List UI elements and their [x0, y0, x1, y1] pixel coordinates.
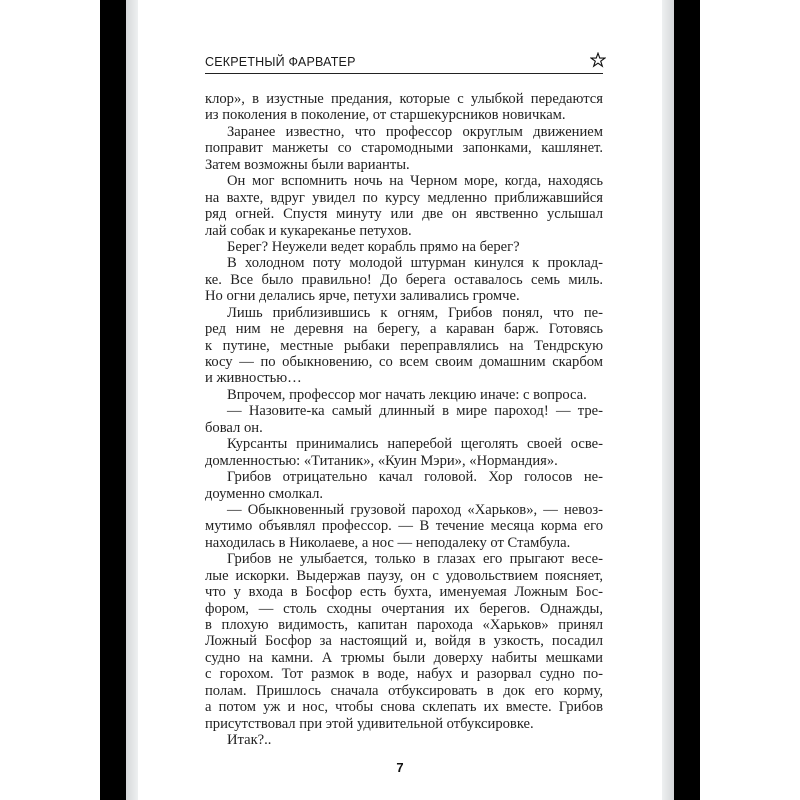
page-edge-shadow-left [126, 0, 138, 800]
text-line: Затем возможны были варианты. [205, 156, 410, 173]
text-line: судно на камни. А трюмы были доверху набиты мешками [205, 649, 603, 666]
text-line: поправит манжеты со старомодными запонками, кашлянет. [205, 140, 603, 157]
text-line: присутствовал при этой удивительной отбуксировке. [205, 715, 534, 732]
paragraph-first-line: Впрочем, профессор мог начать лекцию иначе: с вопроса. [227, 386, 587, 403]
text-line: мутимо объявлял профессор. — В течение месяца корма его [205, 518, 603, 535]
text-line: что у входа в Босфор есть бухта, именуемая Ложным Бос- [205, 584, 603, 601]
text-line: находилась в Николаеве, а нос — неподалеку от Стамбула. [205, 534, 571, 551]
text-line: фором, — столь сходны очертания их берегов. Однажды, [205, 600, 603, 617]
paragraph-first-line: Грибов не улыбается, только в глазах его прыгают весе- [227, 551, 603, 568]
paragraph-first-line: Итак?.. [227, 732, 272, 749]
text-line: ред ним не деревня на берегу, а караван барж. Готовясь [205, 321, 603, 338]
text-line: а потом уж и нос, чтобы снова склепать их вместе. Грибов [205, 699, 603, 716]
text-line: с горохом. Тот размок в воде, набух и разорвал судно по- [205, 666, 603, 683]
scan-border-right [674, 0, 700, 800]
text-line: Но огни делались ярче, петухи заливались громче. [205, 288, 520, 305]
star-icon [590, 52, 606, 68]
text-line: клор», в изустные предания, которые с улыбкой передаются [205, 91, 603, 107]
text-line: косу — по обыкновению, со всем своим домашним скарбом [205, 354, 603, 370]
paragraph-first-line: — Назовите-ка самый длинный в мире пароход! — тре- [227, 403, 603, 420]
text-line: домленностью: «Титаник», «Куин Мэри», «Нормандия». [205, 452, 558, 469]
paragraph-first-line: Грибов отрицательно качал головой. Хор голосов не- [227, 469, 603, 486]
text-line: лые искорки. Выдержав паузу, он с удовольствием поясняет, [205, 567, 603, 584]
page-edge-shadow-right [662, 0, 674, 800]
paragraph-first-line: Лишь приблизившись к огням, Грибов понял, что пе- [227, 304, 603, 321]
text-line: доуменно смолкал. [205, 485, 324, 502]
running-header [205, 53, 603, 74]
page-number: 7 [396, 760, 404, 775]
text-line: бовал он. [205, 419, 263, 436]
text-line: ряд огней. Спустя минуту или две он явственно услышал [205, 206, 603, 223]
paragraph-first-line: Заранее известно, что профессор округлым движением [227, 123, 603, 140]
text-line: и живностью… [205, 370, 302, 387]
body-text [205, 91, 603, 749]
scan-border-left [100, 0, 126, 800]
text-line: в плохую видимость, капитан парохода «Харьков» принял [205, 617, 603, 633]
text-line: на вахте, вдруг увидел по курсу медленно приближавшийся [205, 189, 603, 206]
paragraph-first-line: — Обыкновенный грузовой пароход «Харьков», — невоз- [227, 501, 603, 518]
text-line: Ложный Босфор за настоящий и, войдя в узкость, посадил [205, 633, 603, 650]
text-line: к путине, местные рыбаки переправлялись на Тендрскую [205, 337, 603, 354]
text-line: лай собак и кукареканье петухов. [205, 222, 412, 239]
paragraph-first-line: Он мог вспомнить ночь на Черном море, когда, находясь [227, 173, 603, 190]
running-title: СЕКРЕТНЫЙ ФАРВАТЕР [205, 55, 356, 69]
paragraph-first-line: Курсанты принимались наперебой щеголять своей осве- [227, 436, 603, 453]
text-line: ке. Все было правильно! До берега оставалось семь миль. [205, 271, 603, 288]
text-line: полам. Пришлось сначала отбуксировать в док его корму, [205, 682, 603, 699]
text-line: из поколения в поколение, от старшекурсников новичкам. [205, 107, 566, 124]
paragraph-first-line: Берег? Неужели ведет корабль прямо на берег? [227, 238, 520, 255]
paragraph-first-line: В холодном поту молодой штурман кинулся к проклад- [227, 255, 603, 272]
